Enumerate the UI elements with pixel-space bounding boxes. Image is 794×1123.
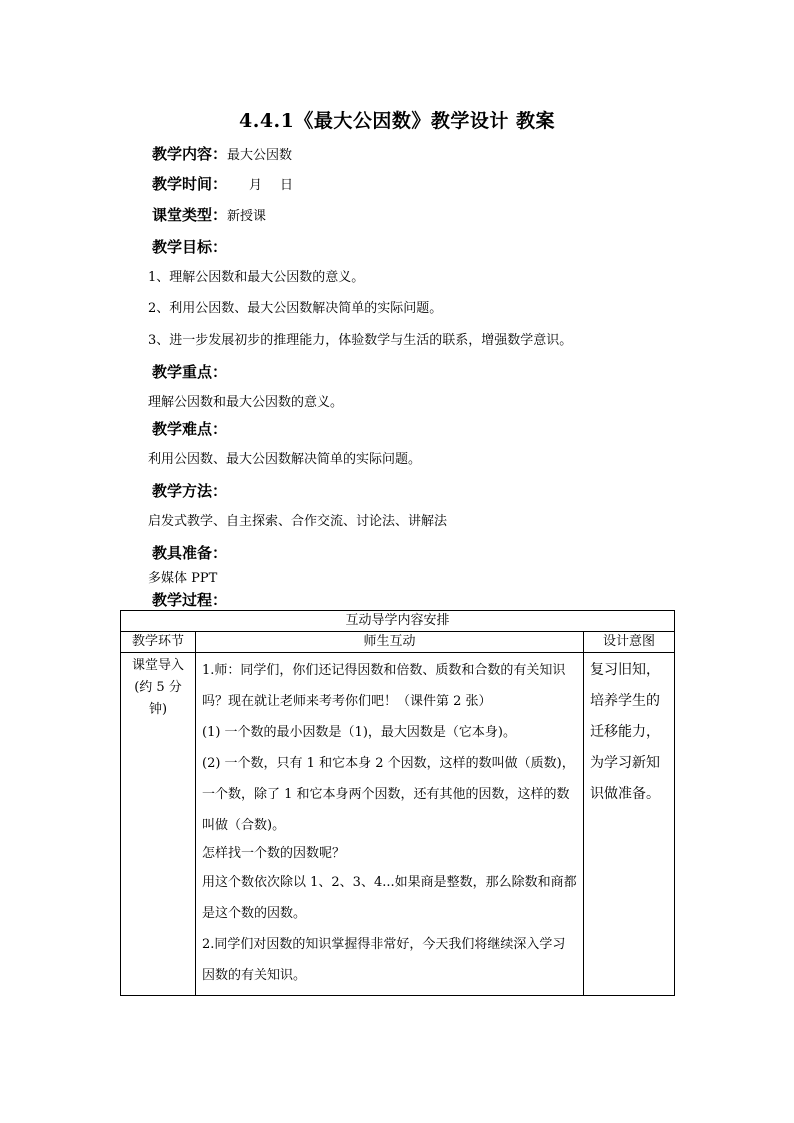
column-header-intent: 设计意图	[584, 632, 675, 653]
interaction-paragraph: 用这个数依次除以 1、2、3、4...如果商是整数，那么除数和商都是这个数的因数。	[202, 875, 577, 921]
stage-line: 课堂导入	[131, 658, 184, 673]
field-label: 课堂类型：	[152, 206, 228, 224]
interaction-paragraph: (2) 一个数，只有 1 和它本身 2 个因数，这样的数叫做（质数)，一个数，除了 1 和它本身两个因数，还有其他的因数，这样的数叫做（合数)。	[202, 756, 575, 833]
field-value: 新授课	[227, 209, 267, 224]
document-title: 4.4.1《最大公因数》教学设计 教案	[238, 110, 555, 132]
objective-item: 3、进一步发展初步的推理能力，体验数学与生活的联系，增强数学意识。	[148, 333, 573, 348]
intent-cell	[584, 653, 675, 996]
field-label: 教学内容：	[152, 145, 228, 163]
difficulties-heading: 教学难点：	[152, 420, 228, 438]
field-day: 日	[280, 178, 294, 193]
objectives-heading: 教学目标：	[152, 238, 228, 256]
table-header-row	[121, 632, 675, 653]
process-heading: 教学过程：	[152, 591, 228, 609]
stage-line: (约 5 分	[134, 680, 182, 695]
table-row	[121, 653, 675, 996]
field-month: 月	[249, 178, 263, 193]
column-header-stage: 教学环节	[121, 632, 196, 653]
stage-cell	[121, 653, 196, 996]
field-teaching-content	[152, 144, 292, 166]
field-value: 最大公因数	[227, 148, 293, 163]
interaction-paragraph: (1) 一个数的最小因数是（1)，最大因数是（它本身)。	[202, 725, 516, 740]
stage-line: 钟)	[148, 702, 168, 717]
objective-item: 2、利用公因数、最大公因数解决简单的实际问题。	[148, 301, 443, 316]
field-teaching-time	[152, 174, 293, 196]
objective-item: 1、理解公因数和最大公因数的意义。	[148, 270, 365, 285]
interaction-paragraph: 1.师：同学们，你们还记得因数和倍数、质数和合数的有关知识吗？现在就让老师来考考你们吧！（课件第 2 张）	[202, 663, 566, 709]
field-class-type	[152, 205, 266, 227]
intent-text: 复习旧知，培养学生的迁移能力，为学习新知识做准备。	[590, 662, 660, 802]
process-table	[120, 610, 675, 996]
table-caption-row	[121, 611, 675, 632]
key-points-text: 理解公因数和最大公因数的意义。	[148, 395, 344, 410]
interaction-paragraph: 2.同学们对因数的知识掌握得非常好，今天我们将继续深入学习因数的有关知识。	[202, 937, 566, 983]
methods-heading: 教学方法：	[152, 482, 228, 500]
table-caption: 互动导学内容安排	[121, 611, 675, 632]
methods-text: 启发式教学、自主探索、合作交流、讨论法、讲解法	[148, 514, 448, 529]
column-header-interaction: 师生互动	[196, 632, 584, 653]
field-label: 教学时间：	[152, 175, 228, 193]
interaction-cell	[196, 653, 584, 996]
materials-text: 多媒体 PPT	[148, 571, 218, 586]
difficulties-text: 利用公因数、最大公因数解决简单的实际问题。	[148, 452, 422, 467]
key-points-heading: 教学重点：	[152, 363, 228, 381]
materials-heading: 教具准备：	[152, 544, 228, 562]
interaction-paragraph: 怎样找一个数的因数呢？	[202, 846, 346, 861]
